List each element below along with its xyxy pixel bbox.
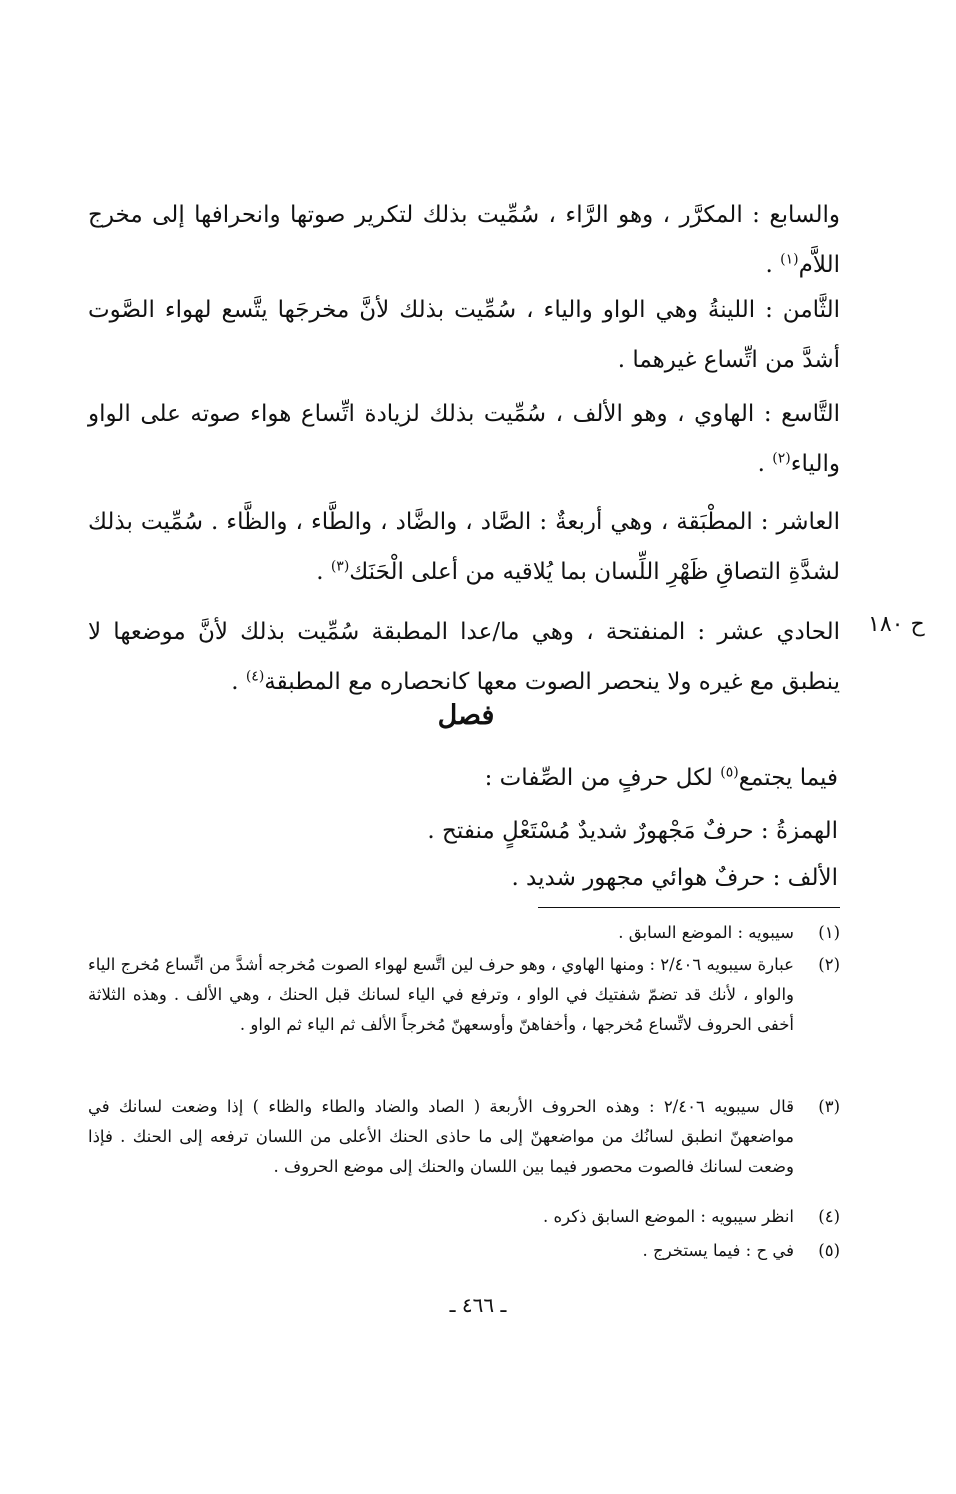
footnote-number: (١) [818,923,840,942]
footnote-ref: (٣) [330,558,350,575]
paragraph-eighth [88,285,840,385]
footnote-text: انظر سيبويه : الموضع السابق ذكره . [543,1207,794,1226]
section-intro-end: لكل حرفٍ من الصِّفات : [484,765,721,791]
footnote-ref: (٥) [720,764,739,781]
section-heading: فصل [437,700,495,731]
paragraph-text: العاشر : المطْبَقة ، وهي أربعةٌ : الصَّاد ، والضَّاد ، والطَّاء ، والظَّاء . سُمِّيت بذلك لشدَّةِ التصاقِ ظَهْرِ اللِّسان بما يُلاقيه من أعلى الْحَنَك [88,509,840,585]
paragraph-end: . [757,451,773,477]
footnote-number: (٣) [818,1097,840,1116]
footnote-text: قال سيبويه ٢/٤٠٦ : وهذه الحروف الأربعة ( الصاد والضاد والطاء والظاء ) إذا وضعت لسانك في مواضعهنّ انطبق لسانُك من مواضعهنّ إلى ما حاذى الحنك الأعلى من اللسان ترفعه إلى الحنك . فإذا وضعت لسانك فالصوت محصور فيما بين اللسان والحنك إلى موضع الحروف . [88,1097,794,1176]
paragraph-seventh [88,190,840,290]
footnote-number: (٢) [818,955,840,974]
footnote-3 [88,1092,840,1182]
paragraph-end: . [231,669,246,695]
paragraph-text: التَّاسع : الهاوي ، وهو الألف ، سُمِّيت بذلك لزيادة اتِّساع هواء صوته على الواو والياء [88,401,840,477]
footnote-5 [88,1236,840,1266]
footnote-2 [88,950,840,1040]
paragraph-ninth [88,389,840,489]
footnote-divider [538,907,840,908]
manuscript-margin-note: ح ١٨٠ [868,612,925,637]
line-hamza: الهمزةُ : حرفٌ مَجْهورٌ شديدٌ مُسْتَعْلٍ منفتح . [427,818,838,844]
footnote-ref: (٤) [245,668,265,685]
line-alif: الألف : حرفٌ هوائي مجهور شديد . [511,865,838,891]
footnote-1 [88,918,840,948]
section-intro-text: فيما يجتمع [738,765,838,791]
paragraph-text: الحادي عشر : المنفتحة ، وهي ما/عدا المطبقة سُمِّيت بذلك لأنَّ موضعها لا ينطبق مع غيره ولا ينحصر الصوت معها كانحصاره مع المطبقة [88,619,840,695]
footnote-4 [88,1202,840,1232]
footnote-number: (٤) [818,1207,840,1226]
footnote-text: في ح : فيما يستخرج . [642,1241,794,1260]
paragraph-tenth [88,497,840,597]
footnote-number: (٥) [818,1241,840,1260]
section-intro [485,765,838,791]
footnote-ref: (١) [780,251,799,268]
paragraph-end: . [765,252,781,278]
paragraph-eleventh [88,607,840,707]
paragraph-text: والسابع : المكرَّر ، وهو الرَّاء ، سُمِّيت بذلك لتكرير صوتها وانحرافها إلى مخرج اللاَّم [88,202,840,278]
paragraph-text: الثَّامن : اللينةُ وهي الواو والياء ، سُمِّيت بذلك لأنَّ مخرجَها يتَّسع لهواء الصَّوت أشدَّ من اتِّساع غيرهما . [88,297,840,373]
footnote-ref: (٢) [772,450,791,467]
footnote-text: عبارة سيبويه ٢/٤٠٦ : ومنها الهاوي ، وهو حرف لين اتَّسع لهواء الصوت مُخرجه أشدَّ من اتِّساع مُخرج الياء والواو ، لأنك قد تضمّ شفتيك في الواو ، وترفع في الياء لسانك قبل الحنك ، وهي الألف . وهذه الثلاثة أخفى الحروف لاتِّساع مُخرجها ، وأخفاهنّ وأوسعهنّ مُخرجاً الألف ثم الياء ثم الواو . [88,955,794,1034]
footnote-text: سيبويه : الموضع السابق . [618,923,794,942]
paragraph-end: . [316,559,331,585]
page-number: ـ ٤٦٦ ـ [449,1293,507,1317]
